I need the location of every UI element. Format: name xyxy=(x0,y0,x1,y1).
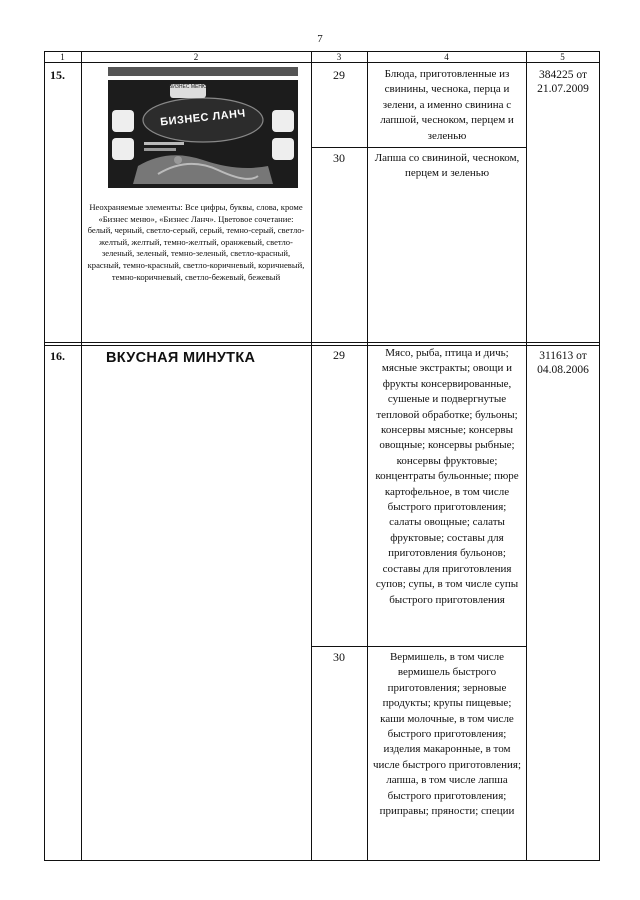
col-header-4: 4 xyxy=(444,52,449,62)
row-number: 16. xyxy=(50,349,65,363)
nice-class: 30 xyxy=(333,151,345,165)
logo-brand-top: БИЗНЕС МЕНЮ xyxy=(168,84,207,90)
goods-list: Вермишель, в том числе вермишель быстрого приготовления; зерновые продукты; крупы пищевые; каши молочные, в том числе быстрого приготовления; изделия макаронные, в том числе быстрого приготовления; лапша, в том числе лапша быстрого приготовления; приправы; пряности; специи xyxy=(372,651,522,818)
col-header-2: 2 xyxy=(193,52,199,62)
logo-redaction-bar xyxy=(108,67,298,76)
registration-info: 311613 от 04.08.2006 xyxy=(537,350,589,376)
row-number: 15. xyxy=(50,68,65,82)
unprotected-elements-note: Неохраняемые элементы: Все цифры, буквы, слова, кроме «Бизнес меню», «Бизнес Ланч». Цветовое сочетание: белый, черный, светло-серый, серый, темно-серый, светло-желтый, желтый, темно-желтый, оранжевый, светло-зеленый, зеленый, темно-зеленый, светло-красный, красный, темно-красный, светло-коричневый, коричневый, темно-коричневый, светло-бежевый, бежевый xyxy=(87,202,305,282)
col-header-1: 1 xyxy=(60,52,65,62)
goods-list: Лапша со свининой, чесноком, перцем и зеленью xyxy=(374,152,520,180)
goods-list: Блюда, приготовленные из свинины, чеснока, перца и зелени, а именно свинина с лапшой, чесноком, перцем и зеленью xyxy=(380,68,514,142)
logo-brand-main: БИЗНЕС ЛАНЧ xyxy=(159,107,247,129)
col-header-3: 3 xyxy=(336,52,342,62)
goods-list: Мясо, рыба, птица и дичь; мясные экстракты; овощи и фрукты консервированные, сушеные и подвергнутые тепловой обработке; бульоны; консервы мясные; консервы овощные; консервы рыбные; консервы фруктовые; концентраты бульонные; пюре картофельное, в том числе быстрого приготовления; салаты овощные; салаты фруктовые; составы для приготовления бульонов; составы для приготовления супов; супы, в том числе супы быстрого приготовления xyxy=(375,347,519,606)
col-header-5: 5 xyxy=(560,52,565,62)
business-lunch-logo xyxy=(108,80,298,188)
nice-class: 30 xyxy=(333,650,345,664)
page-number: 7 xyxy=(317,33,323,45)
nice-class: 29 xyxy=(333,348,345,362)
registration-info: 384225 от 21.07.2009 xyxy=(537,69,589,95)
nice-class: 29 xyxy=(333,68,345,82)
trademark-wordmark: ВКУСНАЯ МИНУТКА xyxy=(106,350,256,366)
